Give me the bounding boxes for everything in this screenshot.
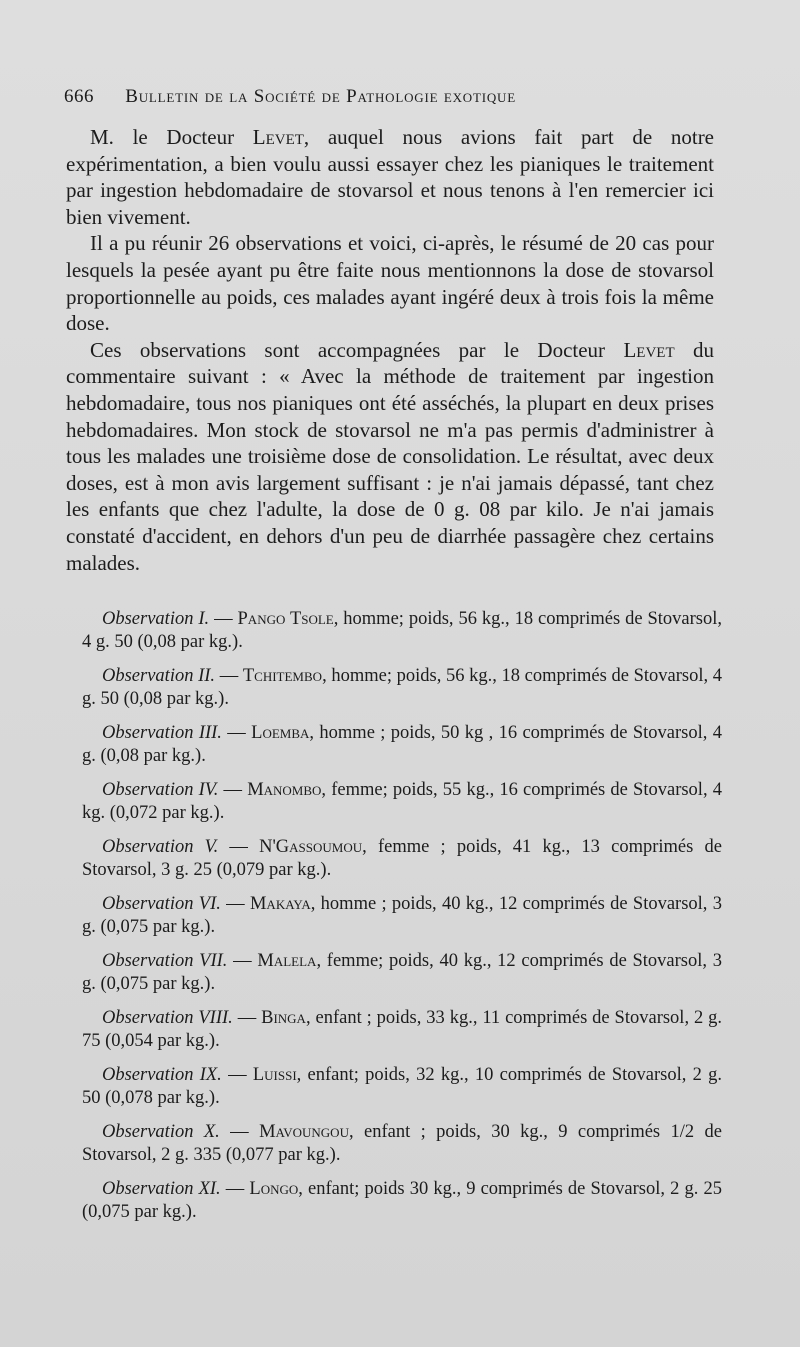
observation-text: , femme ; poids, 41 kg., 13 comprimés de Stovarsol, 3 g. 25 (0,079 par kg.). [82, 837, 722, 880]
observation-text: , enfant; poids, 32 kg., 10 comprimés de Stovarsol, 2 g. 50 (0,078 par kg.). [82, 1065, 722, 1108]
author-name: Levet [623, 337, 675, 362]
observation-entry: Observation V. — N'Gassoumou, femme ; poids, 41 kg., 13 comprimés de Stovarsol, 3 g. 25 (0,079 par kg.). [82, 837, 722, 880]
observation-entry: Observation VII. — Malela, femme; poids, 40 kg., 12 comprimés de Stovarsol, 3 g. (0,075 par kg.). [82, 951, 722, 994]
observation-label: Observation XI. [102, 1179, 221, 1199]
paragraph: Il a pu réunir 26 observations et voici, ci-après, le résumé de 20 cas pour lesquels la pesée ayant pu être faite nous mentionnons la dose de stovarsol proportionnelle au poids, ces malades ayant ingéré deux à trois fois la même dose. [66, 231, 714, 336]
observation-text: , homme ; poids, 40 kg., 12 comprimés de Stovarsol, 3 g. (0,075 par kg.). [82, 894, 722, 937]
observation-text: , homme ; poids, 50 kg , 16 comprimés de Stovarsol, 4 g. (0,08 par kg.). [82, 723, 722, 766]
running-head [64, 86, 724, 108]
paragraph: Ces observations sont accompagnées par le Docteur Levet du commentaire suivant : « Avec la méthode de traitement par ingestion hebdomadaire, tous nos pianiques ont été asséchés, la plupart en deux prises hebdomadaires. Mon stock de stovarsol ne m'a pas permis d'administrer à tous les malades une troisième dose de consolidation. Le résultat, avec deux doses, est à mon avis largement suffisant : je n'ai jamais dépassé, tant chez les enfants que chez l'adulte, la dose de 0 g. 08 par kilo. Je n'ai jamais constaté d'accident, en dehors d'un peu de diarrhée passagère chez certains malades. [66, 337, 715, 575]
observation-text: , femme; poids, 40 kg., 12 comprimés de Stovarsol, 3 g. (0,075 par kg.). [82, 951, 722, 994]
observation-text: , homme; poids, 56 kg., 18 comprimés de Stovarsol, 4 g. 50 (0,08 par kg.). [82, 666, 723, 709]
patient-name: Mavoungou [259, 1122, 349, 1142]
paragraph: M. le Docteur Levet, auquel nous avions fait part de notre expérimentation, a bien voulu aussi essayer chez les pianiques le traitement par ingestion hebdomadaire de stovarsol et nous tenons à l'en remercier ici bien vivement. [66, 125, 715, 229]
patient-name: N'Gassoumou [259, 837, 363, 857]
observation-label: Observation V. [102, 837, 219, 857]
observation-text: , femme; poids, 55 kg., 16 comprimés de Stovarsol, 4 kg. (0,072 par kg.). [82, 780, 722, 823]
observation-list [82, 608, 722, 1235]
observation-entry: Observation IX. — Luissi, enfant; poids, 32 kg., 10 comprimés de Stovarsol, 2 g. 50 (0,078 par kg.). [82, 1065, 722, 1108]
observation-label: Observation VI. [102, 894, 221, 914]
patient-name: Pango Tsole [237, 609, 334, 629]
observation-label: Observation IV. [102, 780, 219, 800]
intro-text [66, 124, 714, 576]
patient-name: Longo [249, 1179, 299, 1199]
patient-name: Loemba [251, 723, 310, 743]
patient-name: Manombo [247, 780, 322, 800]
observation-entry: Observation VIII. — Binga, enfant ; poids, 33 kg., 11 comprimés de Stovarsol, 2 g. 75 (0,054 par kg.). [82, 1008, 723, 1051]
patient-name: Tchitembo [242, 666, 323, 686]
observation-label: Observation IX. [102, 1065, 222, 1085]
observation-entry: Observation VI. — Makaya, homme ; poids, 40 kg., 12 comprimés de Stovarsol, 3 g. (0,075 par kg.). [82, 894, 722, 937]
observation-text: , enfant ; poids, 33 kg., 11 comprimés de Stovarsol, 2 g. 75 (0,054 par kg.). [82, 1008, 723, 1051]
observation-entry: Observation IV. — Manombo, femme; poids, 55 kg., 16 comprimés de Stovarsol, 4 kg. (0,072 par kg.). [82, 780, 722, 823]
observation-entry: Observation X. — Mavoungou, enfant ; poids, 30 kg., 9 comprimés 1/2 de Stovarsol, 2 g. 335 (0,077 par kg.). [82, 1122, 723, 1165]
journal-title: Bulletin de la Société de Pathologie exotique [125, 86, 516, 107]
patient-name: Makaya [249, 894, 311, 914]
observation-label: Observation II. [102, 666, 216, 686]
observation-text: , enfant ; poids, 30 kg., 9 comprimés 1/2 de Stovarsol, 2 g. 335 (0,077 par kg.). [82, 1122, 723, 1165]
patient-name: Malela [257, 951, 317, 971]
observation-entry: Observation III. — Loemba, homme ; poids, 50 kg , 16 comprimés de Stovarsol, 4 g. (0,08 par kg.). [82, 723, 722, 766]
observation-text: , enfant; poids 30 kg., 9 comprimés de Stovarsol, 2 g. 25 (0,075 par kg.). [82, 1179, 722, 1222]
observation-entry: Observation I. — Pango Tsole, homme; poids, 56 kg., 18 comprimés de Stovarsol, 4 g. 50 (0,08 par kg.). [82, 609, 723, 652]
patient-name: Binga [261, 1008, 306, 1028]
patient-name: Luissi [252, 1065, 297, 1085]
page-number: 666 [64, 86, 94, 107]
observation-label: Observation VII. [102, 951, 228, 971]
observation-label: Observation X. [102, 1122, 220, 1142]
observation-entry: Observation XI. — Longo, enfant; poids 30 kg., 9 comprimés de Stovarsol, 2 g. 25 (0,075 par kg.). [82, 1179, 722, 1222]
observation-entry: Observation II. — Tchitembo, homme; poids, 56 kg., 18 comprimés de Stovarsol, 4 g. 50 (0,08 par kg.). [82, 666, 723, 709]
observation-label: Observation I. [102, 609, 210, 629]
observation-label: Observation III. [102, 723, 222, 743]
observation-text: , homme; poids, 56 kg., 18 comprimés de Stovarsol, 4 g. 50 (0,08 par kg.). [82, 609, 723, 652]
observation-label: Observation VIII. [102, 1008, 233, 1028]
author-name: Levet [252, 125, 304, 149]
